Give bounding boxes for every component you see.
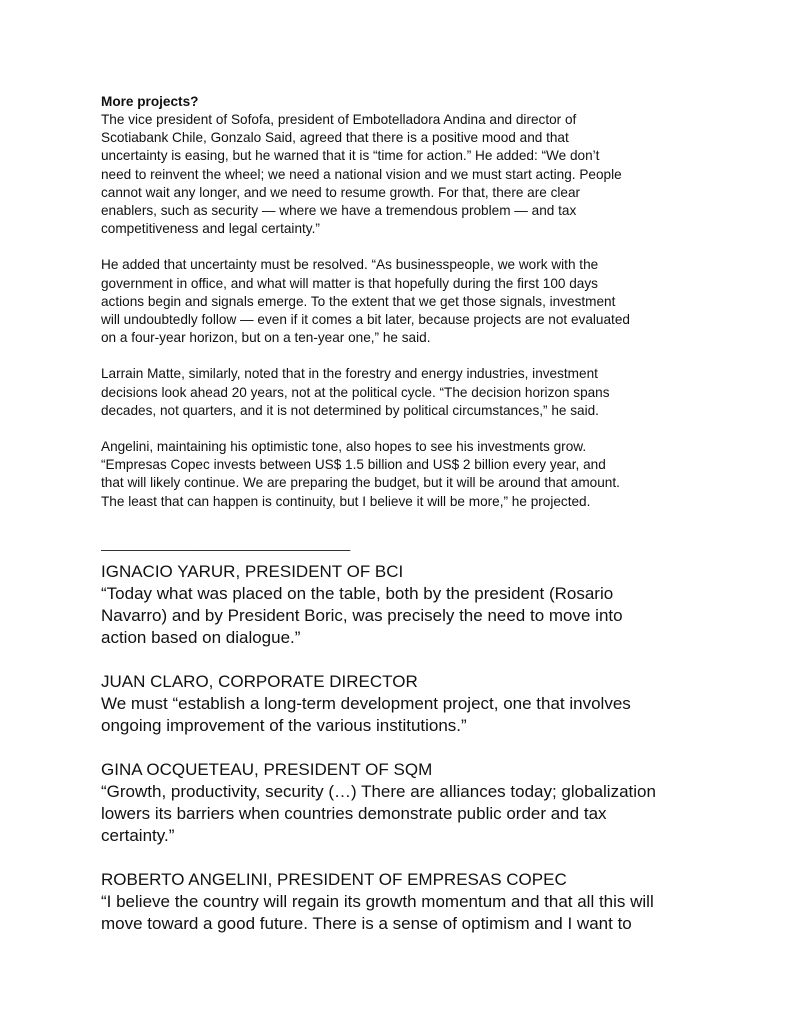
quote-speaker: IGNACIO YARUR, PRESIDENT OF BCI	[101, 561, 404, 581]
quote-claro	[101, 671, 711, 737]
quote-text: “Growth, productivity, security (…) There are alliances today; globalization lowers its barriers when countries demonstrate public order and tax certainty.”	[101, 781, 656, 845]
quote-angelini	[101, 869, 711, 935]
paragraph-angelini: Angelini, maintaining his optimistic tone, also hopes to see his investments grow. “Empresas Copec invests between US$ 1.5 billion and US$ 2 billion every year, and that will likely continue. We are preparing the budget, but it will be around that amount. The least that can happen is continuity, but I believe it will be more,” he projected.	[101, 439, 620, 509]
document-page	[101, 93, 711, 957]
quote-speaker: GINA OCQUETEAU, PRESIDENT OF SQM	[101, 759, 433, 779]
quote-yarur	[101, 561, 711, 649]
quote-ocqueteau	[101, 759, 711, 847]
paragraph-uncertainty: He added that uncertainty must be resolved. “As businesspeople, we work with the government in office, and what will matter is that hopefully during the first 100 days actions begin and signals emerge. To the extent that we get those signals, investment will undoubtedly follow — even if it comes a bit later, because projects are not evaluated on a four-year horizon, but on a ten-year one,” he said.	[101, 257, 630, 346]
section-heading: More projects?	[101, 94, 199, 109]
quote-speaker: JUAN CLARO, CORPORATE DIRECTOR	[101, 671, 418, 691]
quote-speaker: ROBERTO ANGELINI, PRESIDENT OF EMPRESAS COPEC	[101, 869, 567, 889]
paragraph-larrain-matte: Larrain Matte, similarly, noted that in the forestry and energy industries, investment decisions look ahead 20 years, not at the political cycle. “The decision horizon spans decades, not quarters, and it is not determined by political circumstances,” he said.	[101, 366, 610, 418]
section-divider: ———————————————————	[101, 541, 350, 557]
quote-text: We must “establish a long-term development project, one that involves ongoing improvement of the various institutions.”	[101, 693, 631, 735]
paragraph-said: The vice president of Sofofa, president of Embotelladora Andina and director of Scotiabank Chile, Gonzalo Said, agreed that there is a positive mood and that uncertainty is easing, but he warned that it is “time for action.” He added: “We don’t need to reinvent the wheel; we need a national vision and we must start acting. People cannot wait any longer, and we need to resume growth. For that, there are clear enablers, such as security — where we have a tremendous problem — and tax competitiveness and legal certainty.”	[101, 112, 622, 237]
quote-text: “Today what was placed on the table, both by the president (Rosario Navarro) and by President Boric, was precisely the need to move into action based on dialogue.”	[101, 583, 623, 647]
quote-text: “I believe the country will regain its growth momentum and that all this will move toward a good future. There is a sense of optimism and I want to	[101, 891, 654, 933]
